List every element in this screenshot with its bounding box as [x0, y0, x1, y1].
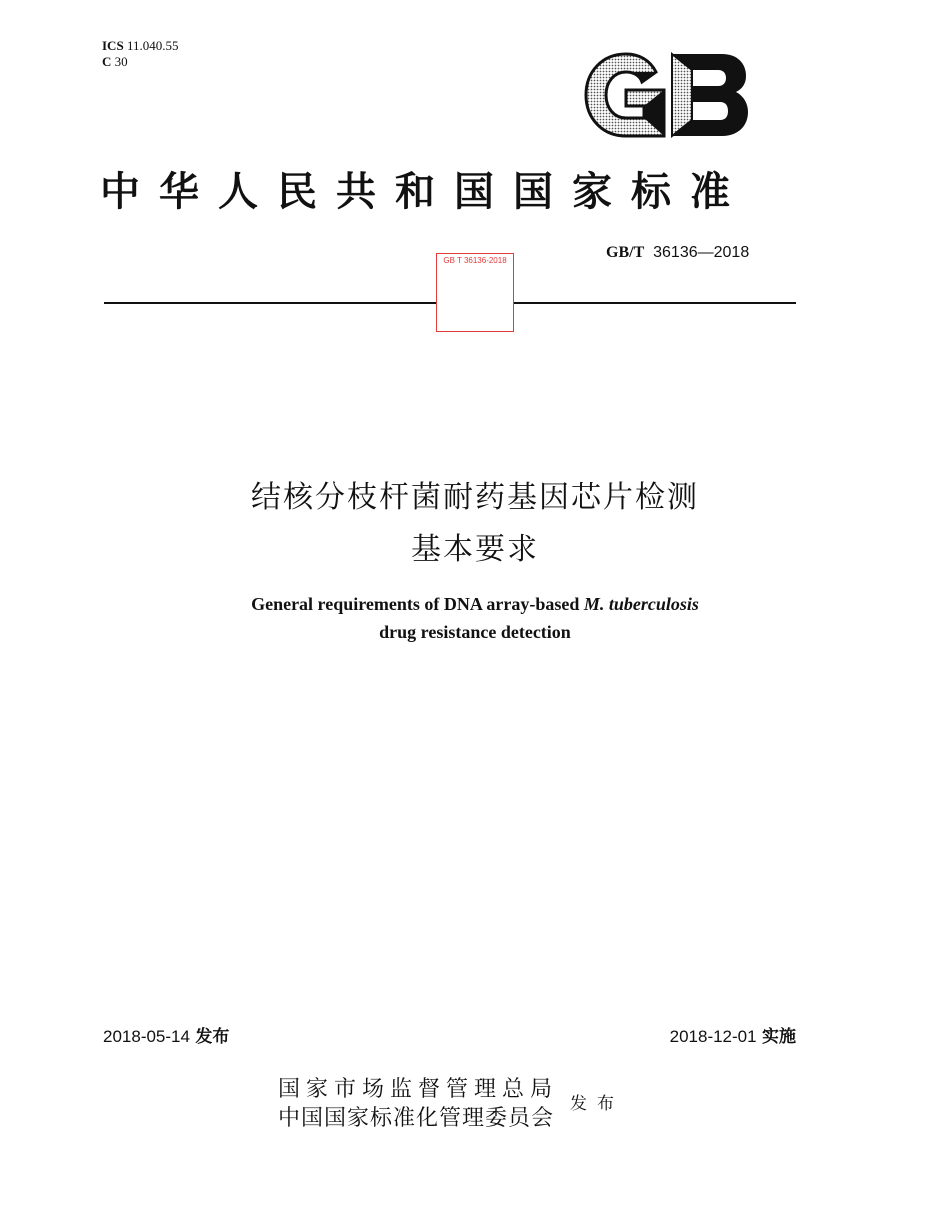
implement-date-value: 2018-12-01	[669, 1027, 757, 1046]
ics-line	[102, 38, 178, 54]
publish-date-value: 2018-05-14	[103, 1027, 190, 1046]
ccs-code: 30	[114, 54, 128, 69]
publish-date-label: 发布	[195, 1027, 230, 1047]
ics-code: 11.040.55	[126, 38, 179, 53]
english-title-species: M. tuberculosis	[583, 594, 699, 614]
watermark-stamp	[436, 253, 514, 332]
national-standard-title: 中华人民共和国国家标准	[100, 168, 749, 215]
publish-date	[103, 1022, 229, 1047]
implement-date-label: 实施	[762, 1027, 796, 1047]
classification-codes	[102, 38, 178, 70]
chinese-title-line-1: 结核分枝杆菌耐药基因芯片检测	[251, 480, 699, 515]
ics-label: ICS	[102, 38, 124, 53]
implement-date	[670, 1022, 796, 1047]
standard-number-prefix: GB/T	[606, 244, 645, 261]
standard-number	[606, 244, 749, 262]
gb-logo-icon	[584, 52, 750, 138]
issuer-line-2: 中国国家标准化管理委员会	[278, 1106, 555, 1131]
ccs-label: C	[102, 54, 112, 69]
issuer-line-1: 国家市场监督管理总局	[278, 1077, 559, 1102]
stamp-text: GB T 36136-2018	[443, 256, 507, 265]
ccs-line	[102, 54, 178, 70]
letter-g-shape	[586, 54, 664, 136]
letter-b-shape	[672, 54, 748, 136]
english-title-line-2: drug resistance detection	[379, 622, 571, 642]
standard-number-value: 36136—2018	[653, 244, 750, 261]
english-title-text: General requirements of DNA array-based	[251, 594, 580, 614]
issue-label: 发布	[570, 1094, 624, 1114]
chinese-title-line-2: 基本要求	[411, 532, 539, 567]
english-title-line-1	[0, 594, 950, 615]
